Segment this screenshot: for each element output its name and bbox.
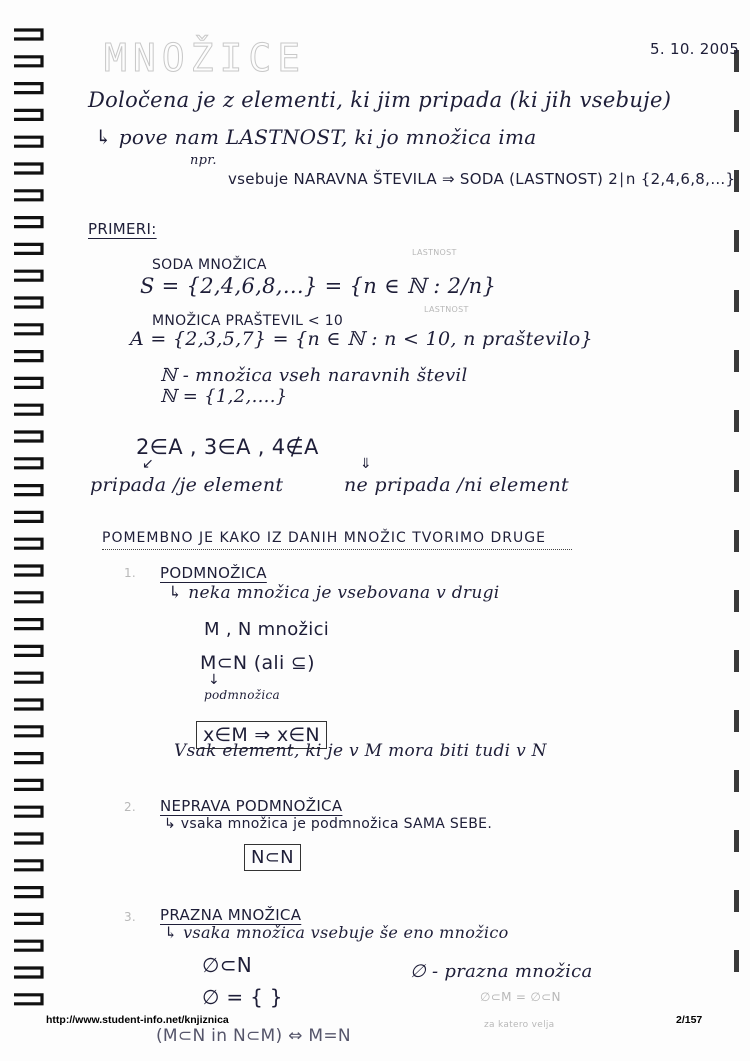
spiral-ring bbox=[14, 620, 42, 629]
spiral-ring bbox=[14, 780, 42, 789]
n-label: ℕ - množica vseh naravnih števil bbox=[160, 365, 468, 386]
spiral-binding bbox=[12, 22, 48, 1022]
down-arrow: ⇓ bbox=[360, 456, 372, 472]
edge-mark bbox=[734, 830, 739, 852]
spiral-ring bbox=[14, 754, 42, 763]
examples-heading: PRIMERI: bbox=[88, 220, 157, 238]
faint-note-1: ∅⊂M = ∅⊂N bbox=[480, 990, 561, 1004]
empty-desc: ↳ vsaka množica vsebuje še eno množico bbox=[164, 923, 509, 942]
spiral-ring bbox=[14, 566, 42, 575]
subset-relation: M⊂N (ali ⊆) bbox=[200, 652, 315, 674]
empty-note: ∅ - prazna množica bbox=[410, 961, 593, 982]
spiral-ring bbox=[14, 486, 42, 495]
spiral-ring bbox=[14, 244, 42, 253]
membership-left-note: pripada /je element bbox=[90, 474, 284, 496]
edge-mark bbox=[734, 890, 739, 912]
spiral-ring bbox=[14, 191, 42, 200]
prastevil-set: A = {2,3,5,7} = {n ∈ ℕ : n < 10, n praštevilo} bbox=[130, 328, 593, 350]
spiral-ring bbox=[14, 646, 42, 655]
empty-rule-1: ∅⊂N bbox=[202, 953, 253, 977]
edge-mark bbox=[734, 350, 739, 372]
spiral-ring bbox=[14, 110, 42, 119]
spiral-ring bbox=[14, 325, 42, 334]
spiral-ring bbox=[14, 298, 42, 307]
edge-mark bbox=[734, 470, 739, 492]
soda-label: SODA MNOŽICA bbox=[152, 257, 267, 273]
spiral-ring bbox=[14, 164, 42, 173]
spiral-ring bbox=[14, 84, 42, 93]
soda-set: S = {2,4,6,8,…} = {n ∈ ℕ : 2/n} bbox=[140, 274, 497, 298]
footer-link[interactable]: http://www.student-info.net/knjiznica bbox=[46, 1014, 229, 1026]
edge-mark bbox=[734, 110, 739, 132]
edge-mark bbox=[734, 230, 739, 252]
subset-arrow: ↓ bbox=[208, 672, 220, 688]
membership-expr: 2∈A , 3∈A , 4∉A bbox=[136, 435, 319, 459]
improper-rule: N⊂N bbox=[244, 844, 301, 871]
spiral-ring bbox=[14, 352, 42, 361]
empty-title: PRAZNA MNOŽICA bbox=[160, 906, 302, 924]
spiral-ring bbox=[14, 968, 42, 977]
date: 5. 10. 2005 bbox=[650, 40, 740, 58]
left-arrow: ↙ bbox=[142, 456, 154, 472]
spiral-ring bbox=[14, 512, 42, 521]
empty-number: 3. bbox=[124, 910, 137, 924]
edge-mark bbox=[734, 650, 739, 672]
n-set: ℕ = {1,2,….} bbox=[160, 386, 288, 407]
edge-mark bbox=[734, 710, 739, 732]
spiral-ring bbox=[14, 30, 42, 39]
edge-mark bbox=[734, 290, 739, 312]
page-number: 2/157 bbox=[676, 1014, 703, 1026]
section-heading: POMEMBNO JE KAKO IZ DANIH MNOŽIC TVORIMO DRUGE bbox=[102, 530, 546, 546]
section-underline bbox=[102, 549, 572, 550]
improper-number: 2. bbox=[124, 800, 137, 814]
spiral-ring bbox=[14, 700, 42, 709]
faint-label-2: LASTNOST bbox=[424, 305, 469, 314]
spiral-ring bbox=[14, 807, 42, 816]
edge-mark bbox=[734, 950, 739, 972]
intro-npr: npr. bbox=[190, 153, 217, 168]
subset-mn: M , N množici bbox=[204, 619, 330, 640]
subset-explain: Vsak element, ki je v M mora biti tudi v N bbox=[174, 741, 547, 761]
page-edge-marks bbox=[730, 0, 744, 1061]
spiral-ring bbox=[14, 834, 42, 843]
spiral-ring bbox=[14, 888, 42, 897]
spiral-ring bbox=[14, 593, 42, 602]
subset-title: PODMNOŽICA bbox=[160, 564, 267, 582]
spiral-ring bbox=[14, 941, 42, 950]
intro-line-3: vsebuje NARAVNA ŠTEVILA ⇒ SODA (LASTNOST) 2∣n {2,4,6,8,…} bbox=[228, 170, 736, 188]
empty-rule-2: ∅ = { } bbox=[202, 985, 283, 1009]
intro-line-2: ↳ pove nam LASTNOST, ki jo množica ima bbox=[95, 125, 537, 149]
spiral-ring bbox=[14, 861, 42, 870]
spiral-ring bbox=[14, 914, 42, 923]
spiral-ring bbox=[14, 995, 42, 1004]
faint-note-2: za katero velja bbox=[484, 1020, 555, 1030]
empty-bottom: (M⊂N in N⊂M) ⇔ M=N bbox=[156, 1026, 351, 1046]
spiral-ring bbox=[14, 432, 42, 441]
improper-title: NEPRAVA PODMNOŽICA bbox=[160, 797, 343, 815]
spiral-ring bbox=[14, 218, 42, 227]
spiral-ring bbox=[14, 378, 42, 387]
faint-label-1: LASTNOST bbox=[412, 248, 457, 257]
membership-right-note: ne pripada /ni element bbox=[344, 474, 569, 496]
spiral-ring bbox=[14, 57, 42, 66]
faint-title: MNOŽICE bbox=[104, 36, 307, 80]
subset-rule: x∈M ⇒ x∈N bbox=[196, 721, 327, 749]
improper-desc: ↳ vsaka množica je podmnožica SAMA SEBE. bbox=[164, 816, 493, 832]
subset-desc: ↳ neka množica je vsebovana v drugi bbox=[168, 583, 500, 603]
spiral-ring bbox=[14, 271, 42, 280]
edge-mark bbox=[734, 530, 739, 552]
intro-line-1: Določena je z elementi, ki jim pripada (ki jih vsebuje) bbox=[88, 88, 672, 112]
spiral-ring bbox=[14, 459, 42, 468]
subset-arrow-note: podmnožica bbox=[204, 688, 280, 702]
spiral-ring bbox=[14, 673, 42, 682]
edge-mark bbox=[734, 590, 739, 612]
prastevil-label: MNOŽICA PRAŠTEVIL < 10 bbox=[152, 313, 344, 329]
subset-number: 1. bbox=[124, 566, 137, 580]
edge-mark bbox=[734, 410, 739, 432]
edge-mark bbox=[734, 770, 739, 792]
spiral-ring bbox=[14, 405, 42, 414]
spiral-ring bbox=[14, 727, 42, 736]
spiral-ring bbox=[14, 137, 42, 146]
spiral-ring bbox=[14, 539, 42, 548]
